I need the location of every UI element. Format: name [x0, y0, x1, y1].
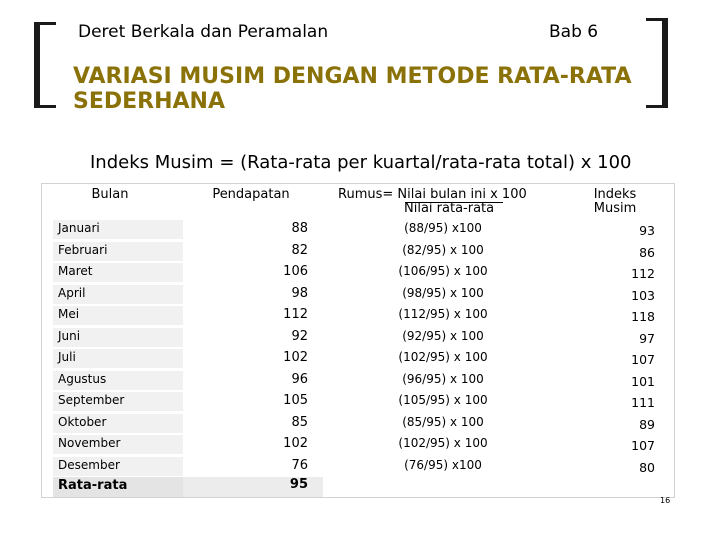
row-pendapatan: 92 — [291, 328, 308, 344]
row-indeks: 89 — [639, 416, 655, 432]
row-pendapatan: 88 — [291, 221, 308, 236]
rata-rata-value: 95 — [289, 477, 308, 492]
slide-title: VARIASI MUSIM DENGAN METODE RATA-RATA SEDERHANA — [73, 64, 632, 114]
seasonal-index-formula: Indeks Musim = (Rata-rata per kuartal/rata-rata total) x 100 — [90, 152, 632, 173]
row-bulan: April — [58, 285, 86, 300]
row-pendapatan: 98 — [291, 285, 308, 301]
row-indeks: 86 — [639, 244, 655, 260]
row-rumus: (106/95) x 100 — [398, 264, 488, 278]
row-rumus: (92/95) x 100 — [402, 328, 484, 343]
row-pendapatan: 102 — [283, 436, 308, 451]
row-bulan: Februari — [58, 242, 108, 257]
row-indeks: 101 — [631, 373, 655, 389]
rumus-numerator: Nilai bulan ini — [397, 187, 486, 202]
row-pendapatan: 112 — [283, 307, 308, 322]
rumus-denominator: Nilai rata-rata — [404, 201, 495, 216]
row-indeks: 80 — [639, 459, 655, 475]
row-rumus: (105/95) x 100 — [398, 393, 488, 407]
row-bulan: Oktober — [58, 414, 107, 429]
row-bulan: Mei — [58, 307, 80, 321]
row-rumus: (96/95) x 100 — [402, 371, 484, 386]
row-bulan: Juni — [58, 328, 81, 343]
rumus-suffix: x 100 — [490, 187, 527, 202]
page-number: 16 — [660, 496, 671, 505]
header-indeks-line2: Musim — [593, 201, 637, 216]
row-indeks: 93 — [639, 223, 655, 238]
rata-rata-label: Rata-rata — [58, 478, 128, 493]
header-indeks-line1: Indeks — [593, 187, 637, 202]
row-bulan: Desember — [58, 457, 120, 472]
row-bulan: Juli — [58, 350, 76, 364]
row-rumus: (85/95) x 100 — [402, 414, 484, 429]
row-indeks: 103 — [631, 287, 655, 303]
header-indeks — [580, 188, 650, 216]
row-bulan: Maret — [58, 264, 93, 278]
row-rumus: (76/95) x100 — [404, 457, 482, 472]
row-bulan: Agustus — [58, 371, 107, 386]
header-bulan: Bulan — [91, 187, 129, 202]
header-pendapatan: Pendapatan — [212, 187, 290, 202]
row-pendapatan: 106 — [283, 264, 308, 279]
row-rumus: (112/95) x 100 — [398, 307, 488, 321]
header-rumus — [338, 188, 548, 202]
row-bulan: November — [58, 436, 121, 450]
row-pendapatan: 76 — [291, 457, 308, 473]
row-rumus: (102/95) x 100 — [398, 350, 488, 364]
row-rumus: (82/95) x 100 — [402, 242, 484, 257]
row-indeks: 107 — [631, 438, 655, 453]
header-subject: Deret Berkala dan Peramalan — [78, 22, 329, 42]
row-pendapatan: 96 — [291, 371, 308, 387]
row-rumus: (102/95) x 100 — [398, 436, 488, 450]
row-indeks: 97 — [639, 330, 655, 346]
row-bulan: Januari — [58, 221, 100, 235]
row-rumus: (88/95) x100 — [404, 221, 482, 235]
header-chapter: Bab 6 — [549, 22, 599, 42]
row-bulan: September — [58, 393, 125, 407]
row-pendapatan: 102 — [283, 350, 308, 365]
rumus-prefix: Rumus= — [338, 187, 394, 202]
row-indeks: 107 — [631, 352, 655, 367]
row-rumus: (98/95) x 100 — [402, 285, 484, 300]
row-pendapatan: 105 — [283, 393, 308, 408]
row-pendapatan: 82 — [291, 242, 308, 258]
row-indeks: 118 — [631, 309, 655, 324]
row-pendapatan: 85 — [291, 414, 308, 430]
left-bracket-decoration — [34, 22, 56, 108]
row-indeks: 112 — [631, 266, 655, 281]
row-indeks: 111 — [631, 395, 655, 410]
